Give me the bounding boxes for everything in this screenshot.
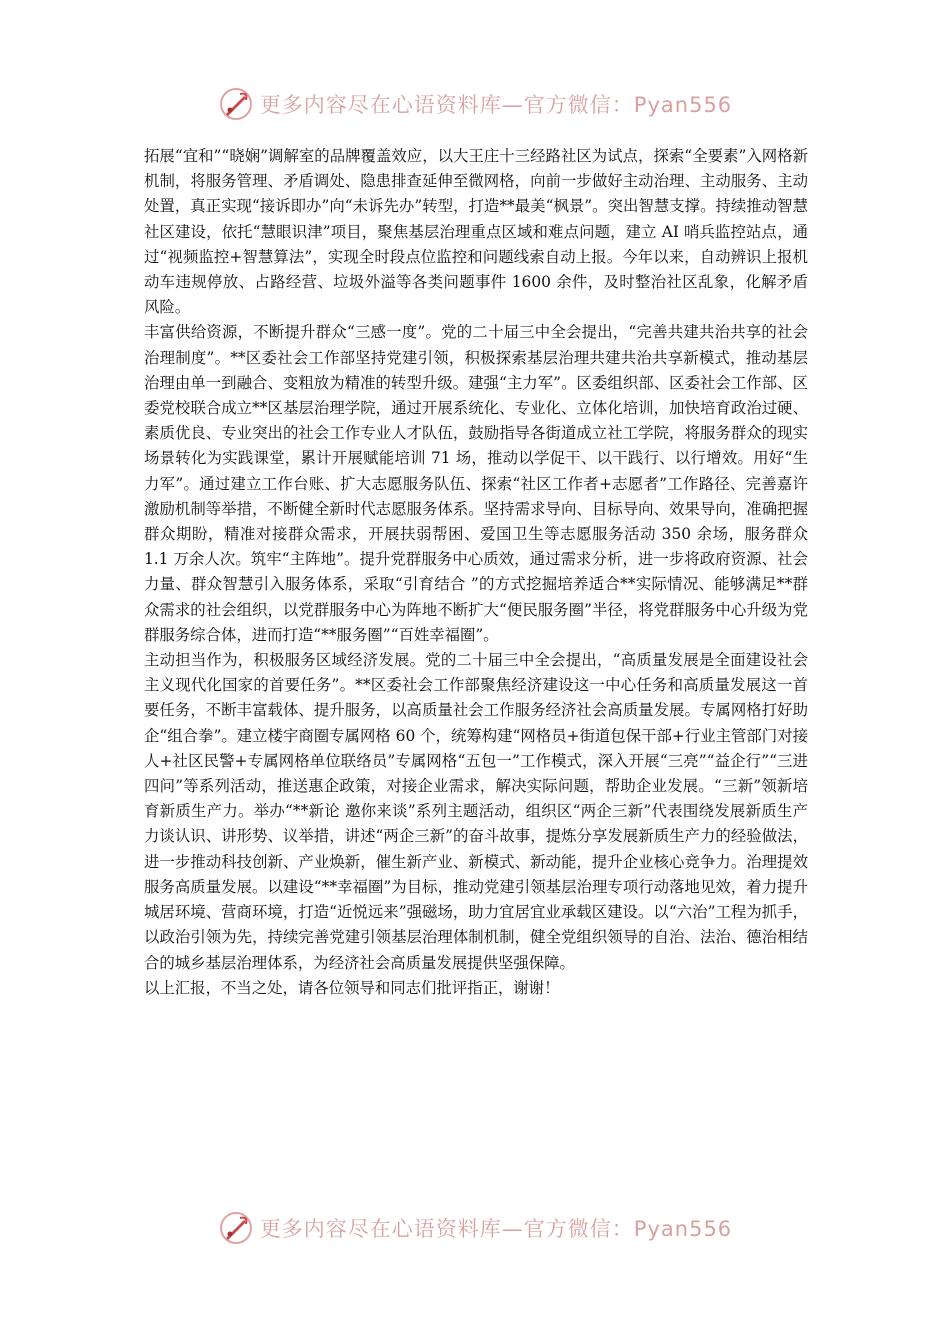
- watermark-text: 更多内容尽在心语资料库—官方微信：Pyan556: [259, 1217, 733, 1241]
- paragraph: 主动担当作为，积极服务区域经济发展。党的二十届三中全会提出，“高质量发展是全面建设社会主义现代化国家的首要任务”。**区委社会工作部聚焦经济建设这一中心任务和高质量发展这一首要任务，不断丰富载体、提升服务，以高质量社会工作服务经济社会高质量发展。专属网格打好助企“组合拳”。建立楼宇商圈专属网格 60 个，统筹构建“网格员+街道包保干部+行业主管部门对接人+社区民警+专属网格单位联络员”专属网格“五包一”工作模式，深入开展“三亮”“益企行”“三进四问”等系列活动，推送惠企政策，对接企业需求，解决实际问题，帮助企业发展。“三新”领新培育新质生产力。举办“**新论 邀你来谈”系列主题活动，组织区“两企三新”代表围绕发展新质生产力谈认识、讲形势、议举措，讲述“两企三新”的奋斗故事，提炼分享发展新质生产力的经验做法，进一步推动科技创新、产业焕新，催生新产业、新模式、新动能，提升企业核心竞争力。治理提效服务高质量发展。以建设“**幸福圈”为目标，推动党建引领基层治理专项行动落地见效，着力提升城居环境、营商环境，打造“近悦远来”强磁场，助力宜居宜业承载区建设。以“六治”工程为抓手，以政治引领为先，持续完善党建引领基层治理体制机制，健全党组织领导的自治、法治、德治相结合的城乡基层治理体系，为经济社会高质量发展提供坚强保障。: [144, 651, 808, 972]
- paragraph: 拓展“宜和”“晓娴”调解室的品牌覆盖效应，以大王庄十三经路社区为试点，探索“全要素”入网格新机制，将服务管理、矛盾调处、隐患排查延伸至微网格，向前一步做好主动治理、主动服务、主动处置，真正实现“接诉即办”向“未诉先办”转型，打造**最美“枫景”。突出智慧支撑。持续推动智慧社区建设，依托“慧眼识津”项目，聚焦基层治理重点区域和难点问题，建立 AI 哨兵监控站点，通过“视频监控+智慧算法”，实现全时段点位监控和问题线索自动上报。今年以来，自动辨识上报机动车违规停放、占路经营、垃圾外溢等各类问题事件 1600 余件，及时整治社区乱象，化解矛盾风险。: [144, 147, 808, 317]
- quill-logo-icon: [218, 86, 254, 122]
- paragraph: 以上汇报，不当之处，请各位领导和同志们批评指正，谢谢！: [144, 978, 560, 997]
- header-watermark: [0, 84, 950, 124]
- document-body: [144, 144, 808, 1001]
- footer-watermark: [0, 1208, 950, 1248]
- watermark-text: 更多内容尽在心语资料库—官方微信：Pyan556: [259, 93, 733, 117]
- quill-logo-icon: [218, 1210, 254, 1246]
- paragraph: 丰富供给资源，不断提升群众“三感一度”。党的二十届三中全会提出，“完善共建共治共享的社会治理制度”。**区委社会工作部坚持党建引领，积极探索基层治理共建共治共享新模式，推动基层治理由单一到融合、变粗放为精准的转型升级。建强“主力军”。区委组织部、区委社会工作部、区委党校联合成立**区基层治理学院，通过开展系统化、专业化、立体化培训，加快培育政治过硬、素质优良、专业突出的社会工作专业人才队伍，鼓励指导各街道成立社工学院，将服务群众的现实场景转化为实践课堂，累计开展赋能培训 71 场，推动以学促干、以干践行、以行增效。用好“生力军”。通过建立工作台账、扩大志愿服务队伍、探索“社区工作者+志愿者”工作路径、完善嘉许激励机制等举措，不断健全新时代志愿服务体系。坚持需求导向、目标导向、效果导向，准确把握群众期盼，精准对接群众需求，开展扶弱帮困、爱国卫生等志愿服务活动 350 余场，服务群众 1.1 万余人次。筑牢“主阵地”。提升党群服务中心质效，通过需求分析，进一步将政府资源、社会力量、群众智慧引入服务体系，采取“引育结合 ”的方式挖掘培养适合**实际情况、能够满足**群众需求的社会组织，以党群服务中心为阵地不断扩大“便民服务圈”半径，将党群服务中心升级为党群服务综合体，进而打造“**服务圈”“百姓幸福圈”。: [144, 323, 808, 644]
